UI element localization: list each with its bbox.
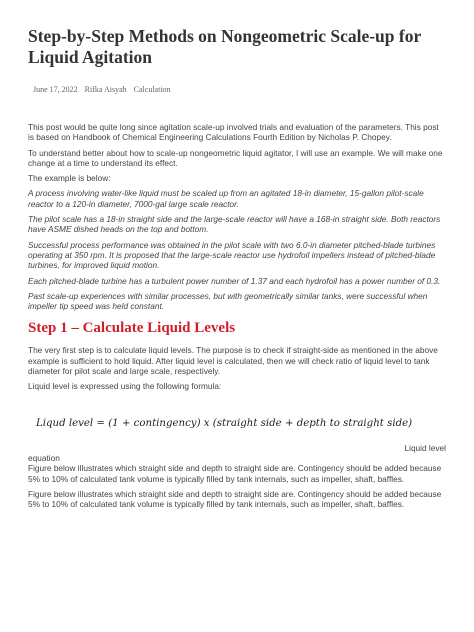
formula-caption xyxy=(28,443,446,464)
post-date: June 17, 2022 xyxy=(33,85,78,94)
figure-text: Figure below illustrates which straight side and depth to straight side are. Contingency should be added because 5% to 10% of calculated tank volume is typically filled by tank internals, such as impeller, shaft, baffles. xyxy=(28,488,442,510)
post-category[interactable]: Calculation xyxy=(133,85,171,94)
liquid-level-formula: Liqud level = (1 + contingency) x (straight side + depth to straight side) xyxy=(36,417,413,429)
step1-paragraph: Liquid level is expressed using the following formula: xyxy=(28,381,222,392)
caption-left: equation xyxy=(28,452,60,463)
intro-paragraph: To understand better about how to scale-up nongeometric liquid agitator, I will use an example. We will make one change at a time to understand its effect. xyxy=(28,147,443,168)
intro-paragraph: This post would be quite long since agitation scale-up involved trials and evaluation of the parameters. This post is based on Handbook of Chemical Engineering Calculations Fourth Edition by Nicholas P. Chopey. xyxy=(28,122,439,143)
example-paragraph: Successful process performance was obtained in the pilot scale with two 6.0-in diameter pitched-blade turbines operating at 350 rpm. It is proposed that the large-scale reactor use hydrofoil impellers instead of pitched-blade turbines, for improved liquid motion. xyxy=(28,239,436,271)
example-paragraph: A process involving water-like liquid must be scaled up from an agitated 18-in diameter, 15-gallon pilot-scale reactor to a 120-in diameter, 7000-gal large scale reactor. xyxy=(28,188,424,209)
post-meta xyxy=(33,85,176,94)
post-author[interactable]: Rifka Aisyah xyxy=(84,85,127,94)
figure-text: Figure below illustrates which straight side and depth to straight side are. Contingency should be added because 5% to 10% of calculated tank volume is typically filled by tank internals, such as impeller, shaft, baffles. xyxy=(28,463,442,484)
step1-paragraph: The very first step is to calculate liquid levels. The purpose is to check if straight-side as mentioned in the above example is sufficient to hold liquid. After liquid level is calculated, then we will check ratio of liquid level to tank diameter for pilot scale and large scale, respectively. xyxy=(28,345,438,377)
caption-right: Liquid level xyxy=(404,442,446,453)
page-title: Step-by-Step Methods on Nongeometric Scale-up for Liquid Agitation xyxy=(28,26,421,67)
example-paragraph: The pilot scale has a 18-in straight side and the large-scale reactor will have a 168-in straight side. Both reactors have ASME dished heads on the top and bottom. xyxy=(28,214,441,235)
step1-heading: Step 1 – Calculate Liquid Levels xyxy=(28,320,236,337)
post-body xyxy=(28,122,446,514)
example-paragraph: Each pitched-blade turbine has a turbulent power number of 1.37 and each hydrofoil has a power number of 0.3. xyxy=(28,275,441,286)
example-paragraph: Past scale-up experiences with similar processes, but with geometrically similar tanks, were successful when impeller tip speed was held constant. xyxy=(28,290,428,312)
intro-paragraph: The example is below: xyxy=(28,173,111,184)
